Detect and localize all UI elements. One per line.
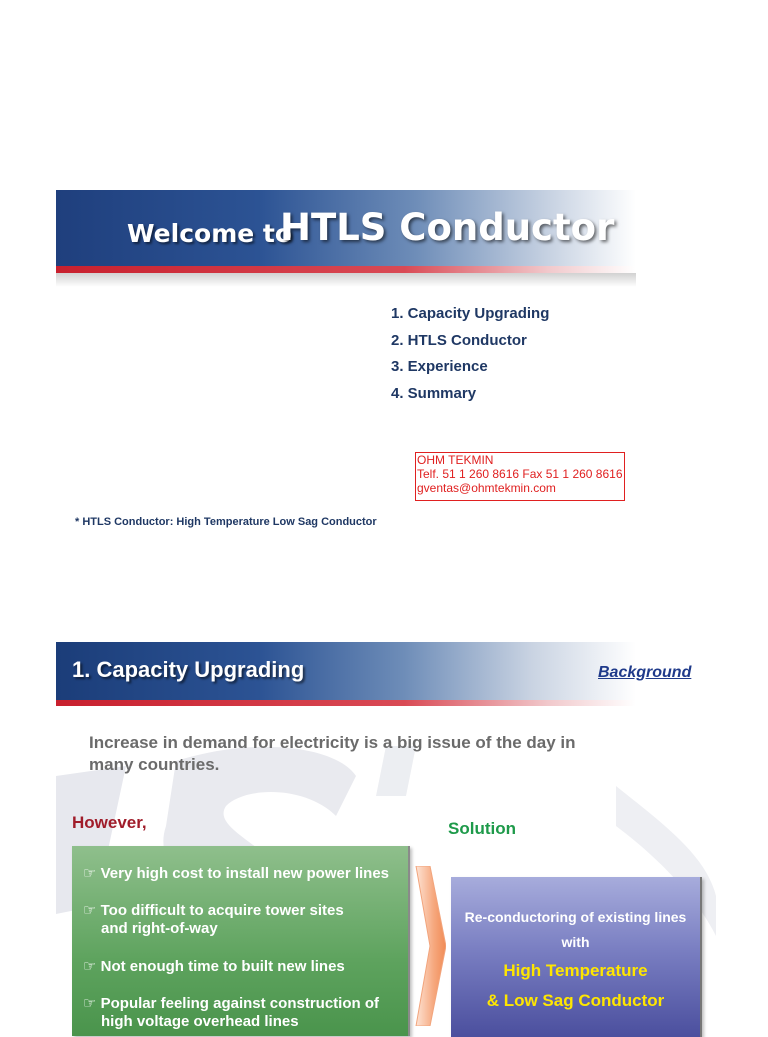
problem-item bbox=[83, 865, 389, 883]
problem-item bbox=[83, 958, 345, 976]
intro-text: Increase in demand for electricity is a big issue of the day in many countries. bbox=[89, 733, 576, 774]
solution-box bbox=[451, 877, 702, 1037]
agenda-item: 3. Experience bbox=[391, 358, 488, 375]
problem-item bbox=[83, 995, 379, 1031]
solution-text: with bbox=[561, 934, 590, 950]
problem-item-continuation: high voltage overhead lines bbox=[101, 1013, 299, 1030]
problem-item-text: ☞ Too difficult to acquire tower sites bbox=[83, 902, 344, 919]
page-title: HTLS Conductor bbox=[280, 206, 615, 249]
solution-text: Re-conductoring of existing lines bbox=[464, 909, 687, 925]
background-link[interactable]: Background bbox=[598, 664, 692, 681]
contact-company: OHM TEKMIN bbox=[417, 453, 494, 467]
welcome-text: Welcome to bbox=[127, 219, 293, 248]
solution-highlight: & Low Sag Conductor bbox=[486, 991, 665, 1010]
solution-label: Solution bbox=[448, 819, 516, 838]
problem-item bbox=[83, 902, 344, 938]
section-title: 1. Capacity Upgrading bbox=[72, 657, 305, 682]
contact-email[interactable]: gventas@ohmtekmin.com bbox=[417, 481, 556, 495]
problem-item-continuation: and right-of-way bbox=[101, 920, 218, 937]
contact-box bbox=[415, 452, 625, 501]
problem-item-text: ☞ Very high cost to install new power lines bbox=[83, 865, 390, 882]
footnote: * HTLS Conductor: High Temperature Low Sag Conductor bbox=[75, 516, 377, 528]
solution-highlight: High Temperature bbox=[503, 961, 648, 980]
title-banner-red-stripe bbox=[56, 266, 636, 273]
agenda-list bbox=[391, 304, 549, 410]
right-arrow-icon bbox=[410, 866, 446, 1026]
agenda-item: 2. HTLS Conductor bbox=[391, 331, 527, 349]
title-banner-shadow bbox=[56, 273, 636, 287]
contact-phone: Telf. 51 1 260 8616 Fax 51 1 260 8616 bbox=[417, 467, 623, 481]
problem-item-text: ☞ Not enough time to built new lines bbox=[83, 958, 345, 975]
agenda-item: 1. Capacity Upgrading bbox=[391, 305, 550, 322]
agenda-item: 4. Summary bbox=[391, 384, 477, 402]
problem-item-text: ☞ Popular feeling against construction of bbox=[83, 995, 379, 1012]
however-label: However, bbox=[72, 813, 147, 832]
